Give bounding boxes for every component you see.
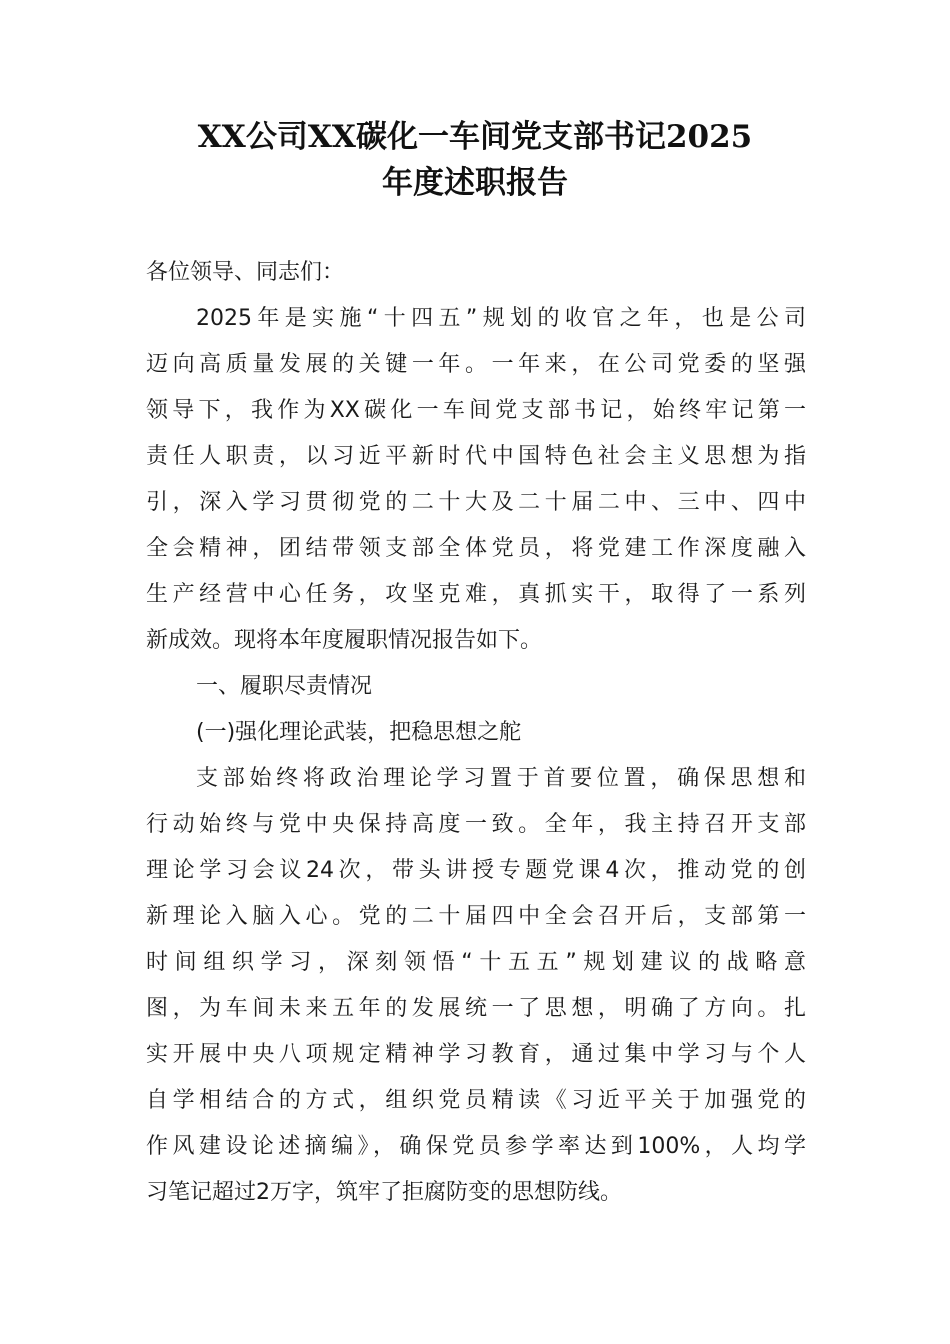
- body-line: 时间组织学习，深刻领悟“十五五”规划建议的战略意: [146, 950, 806, 975]
- salutation: 各位领导、同志们：: [146, 260, 345, 285]
- intro-line: 新成效。现将本年度履职情况报告如下。: [146, 628, 543, 653]
- body-line: 实开展中央八项规定精神学习教育，通过集中学习与个人: [146, 1042, 806, 1067]
- body-line: 图，为车间未来五年的发展统一了思想，明确了方向。扎: [146, 996, 806, 1021]
- body-line: 理论学习会议24次，带头讲授专题党课4次，推动党的创: [146, 858, 806, 883]
- body-line: 习笔记超过2万字，筑牢了拒腐防变的思想防线。: [146, 1180, 622, 1205]
- document-title-line-2: 年度述职报告: [382, 165, 568, 201]
- intro-line: 迈向高质量发展的关键一年。一年来，在公司党委的坚强: [146, 352, 806, 377]
- body-line: 作风建设论述摘编》，确保党员参学率达到100%，人均学: [146, 1134, 806, 1159]
- subsection-heading: (一)强化理论武装，把稳思想之舵: [196, 720, 522, 745]
- section-heading: 一、履职尽责情况: [196, 674, 373, 699]
- intro-line: 全会精神，团结带领支部全体党员，将党建工作深度融入: [146, 536, 806, 561]
- body-line: 新理论入脑入心。党的二十届四中全会召开后，支部第一: [146, 904, 806, 929]
- document-title-line-1: XX公司XX碳化一车间党支部书记2025: [197, 119, 753, 155]
- body-line: 自学相结合的方式，组织党员精读《习近平关于加强党的: [146, 1088, 806, 1113]
- intro-line: 领导下，我作为XX碳化一车间党支部书记，始终牢记第一: [146, 398, 806, 423]
- intro-line: 2025年是实施“十四五”规划的收官之年，也是公司: [196, 306, 806, 331]
- intro-line: 引，深入学习贯彻党的二十大及二十届二中、三中、四中: [146, 490, 806, 515]
- intro-line: 责任人职责，以习近平新时代中国特色社会主义思想为指: [146, 444, 806, 469]
- body-line: 支部始终将政治理论学习置于首要位置，确保思想和: [196, 766, 806, 791]
- body-line: 行动始终与党中央保持高度一致。全年，我主持召开支部: [146, 812, 806, 837]
- intro-line: 生产经营中心任务，攻坚克难，真抓实干，取得了一系列: [146, 582, 806, 607]
